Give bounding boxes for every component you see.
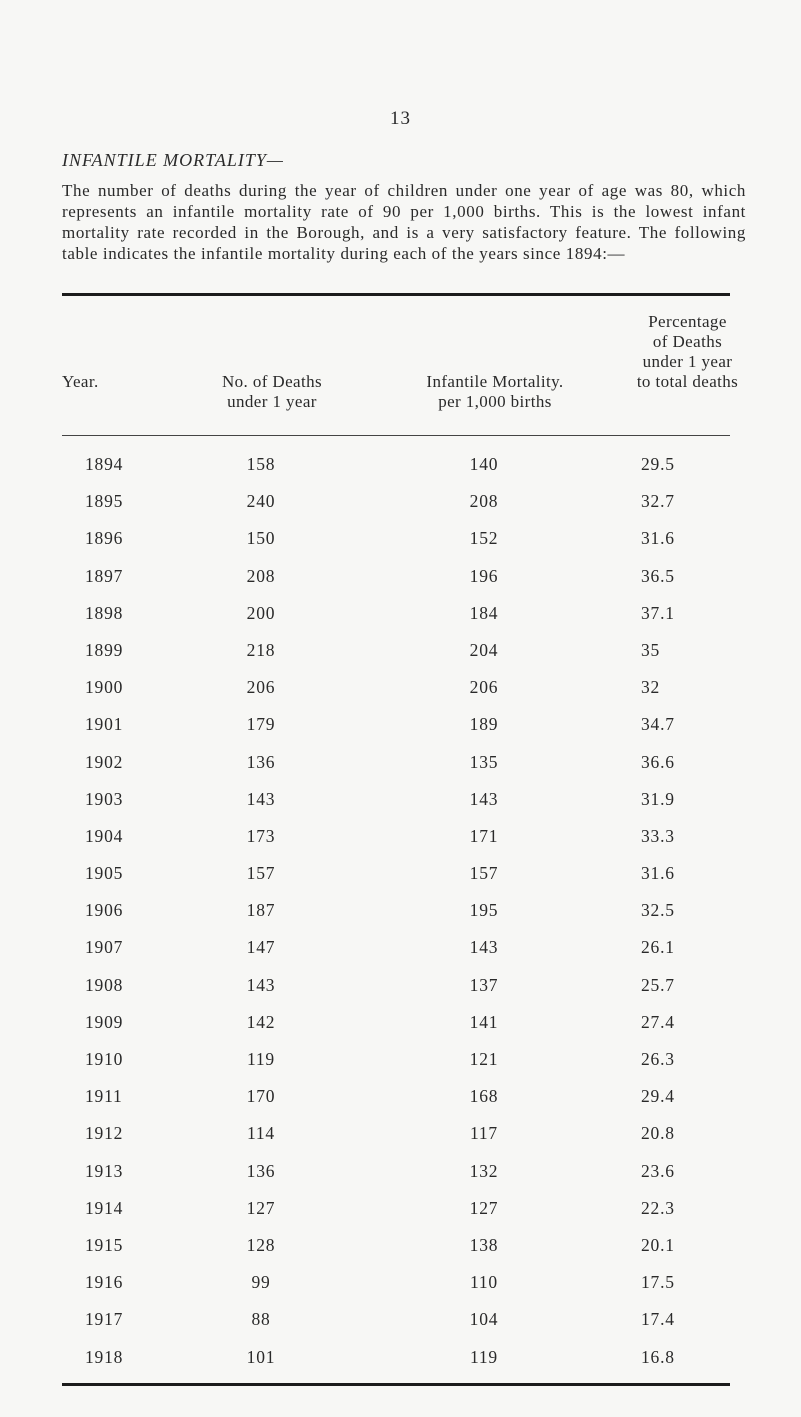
- cell-percentage: 35: [641, 639, 661, 660]
- cell-deaths: 158: [246, 454, 276, 474]
- header-year: Year.: [62, 372, 99, 391]
- cell-imr: 157: [469, 863, 499, 884]
- table-row: [0, 603, 801, 640]
- cell-percentage: 31.9: [641, 788, 675, 809]
- cell-deaths: 143: [246, 788, 276, 809]
- cell-imr: 137: [469, 974, 499, 995]
- cell-year: 1914: [85, 1197, 124, 1218]
- table-row: [0, 900, 801, 937]
- cell-year: 1895: [85, 491, 124, 512]
- table-row: [0, 454, 801, 491]
- cell-deaths: 179: [246, 714, 276, 735]
- table-row: [0, 566, 801, 603]
- cell-percentage: 32.5: [641, 900, 675, 921]
- table-row: [0, 1272, 801, 1309]
- cell-deaths: 157: [246, 863, 276, 884]
- cell-percentage: 27.4: [641, 1011, 675, 1032]
- table-row: [0, 1161, 801, 1198]
- cell-imr: 206: [469, 677, 499, 698]
- cell-deaths: 208: [246, 565, 276, 586]
- table-row: [0, 752, 801, 789]
- cell-deaths: 218: [246, 639, 276, 660]
- cell-imr: 132: [469, 1160, 499, 1181]
- cell-deaths: 128: [246, 1234, 276, 1255]
- cell-imr: 104: [469, 1309, 499, 1330]
- cell-percentage: 17.5: [641, 1272, 675, 1293]
- cell-imr: 168: [469, 1086, 499, 1107]
- cell-imr: 152: [469, 528, 499, 549]
- header-imr: [390, 372, 600, 412]
- cell-percentage: 23.6: [641, 1160, 675, 1181]
- cell-deaths: 170: [246, 1086, 276, 1107]
- cell-year: 1900: [85, 677, 124, 698]
- intro-paragraph: The number of deaths during the year of children under one year of age was 80, which represents an infantile mortality rate of 90 per 1,000 births. This is the lowest infant mortality rate recorded in the Borough, and is a very satisfactory feature. The following table indicates the infantile mortality during each of the years since 1894:—: [62, 181, 746, 263]
- cell-imr: 110: [469, 1272, 498, 1293]
- cell-deaths: 101: [246, 1346, 276, 1367]
- cell-percentage: 32: [641, 677, 661, 698]
- table-row: [0, 1309, 801, 1346]
- table-bottom-rule: [62, 1383, 730, 1386]
- table-row: [0, 826, 801, 863]
- header-pct-line3: under 1 year: [642, 352, 733, 371]
- cell-percentage: 31.6: [641, 528, 675, 549]
- cell-percentage: 16.8: [641, 1346, 675, 1367]
- cell-percentage: 37.1: [641, 602, 675, 623]
- cell-deaths: 127: [246, 1197, 276, 1218]
- cell-year: 1896: [85, 528, 124, 549]
- cell-imr: 143: [469, 788, 499, 809]
- cell-year: 1904: [85, 825, 124, 846]
- cell-year: 1917: [85, 1309, 124, 1330]
- cell-percentage: 20.8: [641, 1123, 675, 1144]
- table-row: [0, 937, 801, 974]
- header-deaths-line2: under 1 year: [227, 392, 317, 411]
- cell-year: 1906: [85, 900, 124, 921]
- cell-imr: 171: [469, 825, 499, 846]
- cell-percentage: 29.5: [641, 454, 675, 474]
- table-row: [0, 789, 801, 826]
- cell-imr: 204: [469, 639, 499, 660]
- cell-imr: 208: [469, 491, 499, 512]
- cell-year: 1905: [85, 863, 124, 884]
- cell-imr: 184: [469, 602, 499, 623]
- cell-percentage: 36.5: [641, 565, 675, 586]
- table-row: [0, 1012, 801, 1049]
- cell-year: 1898: [85, 602, 124, 623]
- cell-deaths: 99: [251, 1272, 271, 1293]
- table-row: [0, 863, 801, 900]
- header-imr-line1: Infantile Mortality.: [426, 372, 564, 391]
- cell-percentage: 29.4: [641, 1086, 675, 1107]
- header-percentage: [585, 312, 790, 392]
- cell-year: 1894: [85, 454, 124, 474]
- table-row: [0, 1049, 801, 1086]
- cell-year: 1899: [85, 639, 124, 660]
- table-body: [0, 454, 801, 1384]
- table-row: [0, 1235, 801, 1272]
- cell-deaths: 147: [246, 937, 276, 958]
- table-top-rule: [62, 293, 730, 296]
- cell-percentage: 31.6: [641, 863, 675, 884]
- table-row: [0, 975, 801, 1012]
- header-deaths-line1: No. of Deaths: [221, 372, 323, 391]
- cell-year: 1915: [85, 1234, 124, 1255]
- cell-percentage: 33.3: [641, 825, 675, 846]
- table-row: [0, 714, 801, 751]
- cell-imr: 119: [469, 1346, 498, 1367]
- cell-imr: 196: [469, 565, 499, 586]
- cell-deaths: 136: [246, 1160, 276, 1181]
- cell-imr: 121: [469, 1049, 499, 1069]
- header-pct-line4: to total deaths: [636, 372, 739, 391]
- cell-imr: 117: [469, 1123, 498, 1144]
- cell-year: 1903: [85, 788, 124, 809]
- cell-imr: 143: [469, 937, 499, 958]
- table-row: [0, 528, 801, 565]
- cell-deaths: 206: [246, 677, 276, 698]
- cell-deaths: 240: [246, 491, 276, 512]
- cell-percentage: 22.3: [641, 1197, 675, 1218]
- cell-year: 1902: [85, 751, 124, 772]
- cell-imr: 140: [469, 454, 499, 474]
- cell-imr: 135: [469, 751, 499, 772]
- table-row: [0, 1086, 801, 1123]
- header-pct-line2: of Deaths: [652, 332, 723, 351]
- cell-percentage: 36.6: [641, 751, 675, 772]
- cell-deaths: 150: [246, 528, 276, 549]
- cell-deaths: 142: [246, 1011, 276, 1032]
- cell-deaths: 200: [246, 602, 276, 623]
- cell-imr: 195: [469, 900, 499, 921]
- section-title: INFANTILE MORTALITY—: [62, 150, 284, 170]
- cell-deaths: 187: [246, 900, 276, 921]
- cell-percentage: 32.7: [641, 491, 675, 512]
- cell-percentage: 34.7: [641, 714, 675, 735]
- header-deaths: [182, 372, 362, 412]
- header-imr-line2: per 1,000 births: [438, 392, 552, 411]
- cell-deaths: 173: [246, 825, 276, 846]
- table-header-rule: [62, 435, 730, 436]
- page-number: 13: [390, 108, 411, 129]
- header-pct-line1: Percentage: [648, 312, 727, 331]
- cell-year: 1909: [85, 1011, 124, 1032]
- cell-year: 1897: [85, 565, 124, 586]
- cell-year: 1916: [85, 1272, 124, 1293]
- cell-year: 1901: [85, 714, 124, 735]
- table-row: [0, 1347, 801, 1384]
- cell-percentage: 17.4: [641, 1309, 675, 1330]
- cell-year: 1910: [85, 1049, 124, 1069]
- cell-year: 1908: [85, 974, 124, 995]
- cell-percentage: 26.1: [641, 937, 675, 958]
- cell-deaths: 119: [246, 1049, 275, 1069]
- cell-imr: 189: [469, 714, 499, 735]
- cell-year: 1913: [85, 1160, 124, 1181]
- cell-deaths: 136: [246, 751, 276, 772]
- cell-deaths: 143: [246, 974, 276, 995]
- cell-year: 1918: [85, 1346, 124, 1367]
- cell-imr: 138: [469, 1234, 499, 1255]
- cell-year: 1907: [85, 937, 124, 958]
- cell-imr: 141: [469, 1011, 499, 1032]
- table-row: [0, 640, 801, 677]
- cell-percentage: 20.1: [641, 1234, 675, 1255]
- cell-year: 1912: [85, 1123, 124, 1144]
- cell-percentage: 25.7: [641, 974, 675, 995]
- table-row: [0, 491, 801, 528]
- cell-deaths: 88: [251, 1309, 271, 1330]
- cell-imr: 127: [469, 1197, 499, 1218]
- cell-year: 1911: [85, 1086, 123, 1107]
- cell-percentage: 26.3: [641, 1049, 675, 1069]
- cell-deaths: 114: [246, 1123, 275, 1144]
- table-row: [0, 1123, 801, 1160]
- table-row: [0, 1198, 801, 1235]
- table-row: [0, 677, 801, 714]
